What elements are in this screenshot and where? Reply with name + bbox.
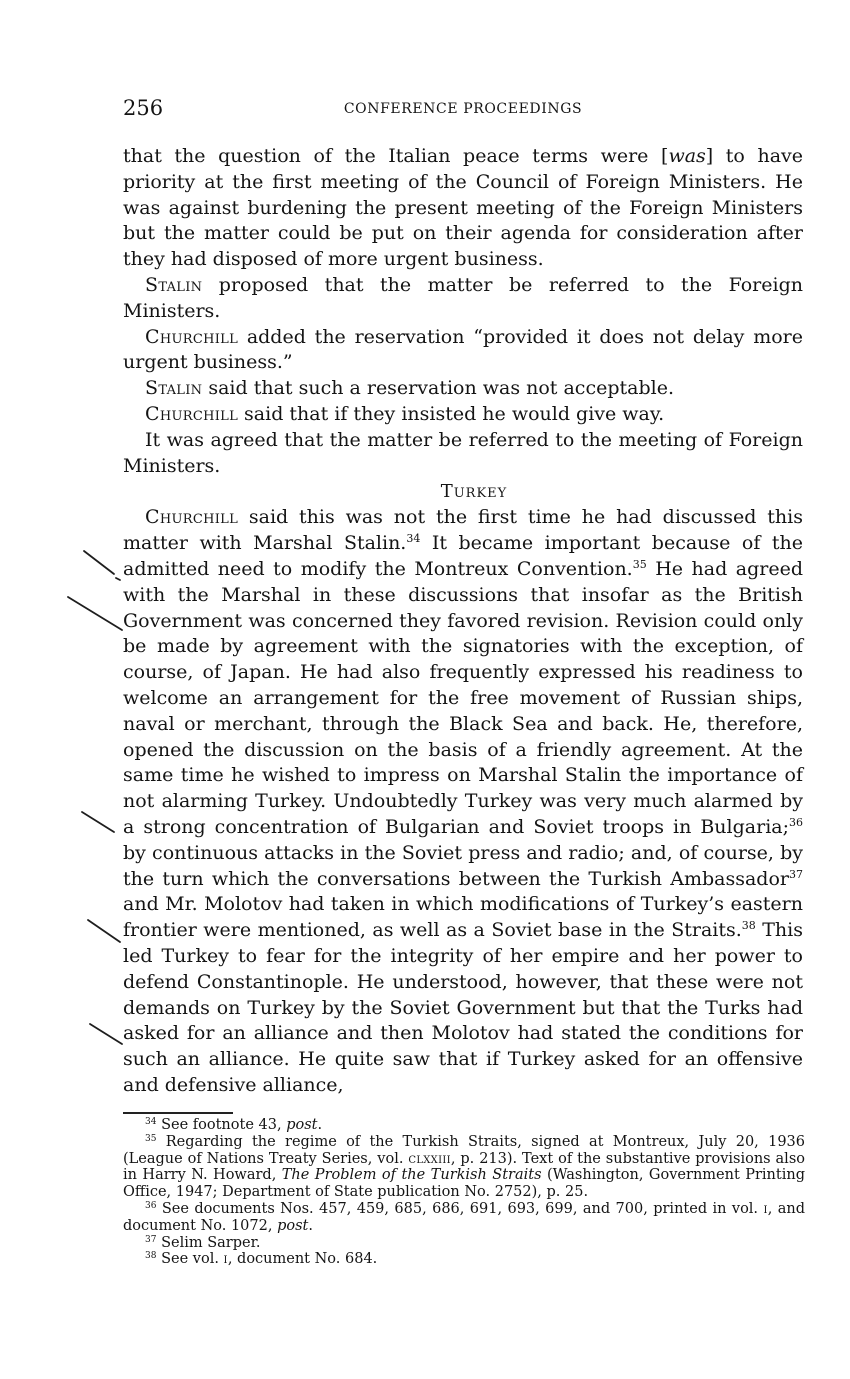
text-segment: said that such a reservation was not acceptable. (202, 377, 674, 400)
footnote-ref[interactable]: 38 (741, 919, 756, 933)
volume-number: i (223, 1251, 228, 1268)
text-segment: See documents Nos. 457, 459, 685, 686, 691, 693, 699, and 700, printed in vol. (161, 1200, 764, 1217)
paragraph-stalin-rejection (123, 376, 803, 402)
paragraph-churchill-reservation (123, 325, 803, 377)
text-segment: that the question of the Italian peace terms were [ (123, 145, 669, 167)
footnote-38 (123, 1251, 805, 1268)
text-segment: added the reservation “provided it does not delay more urgent business.” (123, 325, 803, 374)
text-segment: post (286, 1117, 318, 1133)
footnote-34 (123, 1117, 805, 1134)
margin-pen-stroke (68, 597, 122, 630)
margin-pen-stroke (88, 920, 120, 942)
text-segment: Selim Sarper. (161, 1234, 261, 1251)
text-segment: See footnote 43, (161, 1117, 287, 1133)
volume-number: clxxiii (408, 1150, 451, 1167)
footnote-divider (123, 1112, 233, 1114)
speaker-name: Stalin (145, 273, 203, 296)
text-segment: , document No. 684. (227, 1251, 378, 1268)
margin-pen-stroke (116, 578, 120, 580)
book-title: The Problem of the Turkish Straits (281, 1167, 542, 1184)
text-segment: See vol. (161, 1251, 224, 1268)
text-segment: post (277, 1217, 309, 1234)
footnote-37 (123, 1235, 805, 1252)
text-segment: He had agreed with the Marshal in these discussions that insofar as the British Government was concerned they favored revision. Revision could only be made by agreement with the signatories with the exception, of course, of Japan. He had also frequently expressed his readiness to welcome an arrangement for the free movement of Russian ships, naval or merchant, through the Black Sea and back. He, therefore, opened the discussion on the basis of a friendly agreement. At the same time he wished to impress on Marshal Stalin the importance of not alarming Turkey. Undoubtedly Turkey was very much alarmed by a strong concentration of Bulgarian and Soviet troops in Bulgaria; (123, 557, 803, 838)
footnote-ref[interactable]: 36 (789, 815, 803, 829)
margin-pen-stroke (82, 812, 114, 832)
footnote-number: 37 (145, 1234, 157, 1245)
text-segment: (Washington, Government Printing Office, 1947; Department of State publication No. 2752), p. 25. (123, 1167, 805, 1201)
paragraph-churchill-concession (123, 402, 803, 428)
section-title: Turkey (440, 481, 508, 503)
running-head: CONFERENCE PROCEEDINGS (343, 101, 583, 117)
page-number: 256 (123, 96, 164, 120)
volume-number: i (763, 1200, 768, 1217)
footnote-ref[interactable]: 34 (406, 532, 421, 546)
page-header (123, 95, 803, 123)
footnote-number: 38 (145, 1251, 157, 1262)
text-segment: and Mr. Molotov had taken in which modifications of Turkey’s eastern frontier were mentioned, as well as a Soviet base in the Straits. (123, 893, 803, 942)
paragraph-agreement: It was agreed that the matter be referred to the meeting of Foreign Ministers. (123, 428, 803, 477)
text-segment: , and document No. 1072, (123, 1200, 805, 1234)
text-segment: by continuous attacks in the Soviet press and radio; and, of course, by the turn which the conversations between the Turkish Ambassador (123, 841, 803, 890)
text-segment: said that if they insisted he would give way. (238, 402, 665, 425)
editorial-insertion: was (668, 145, 706, 167)
footnotes (123, 1117, 805, 1268)
text-segment: . (317, 1117, 323, 1133)
body-text (123, 144, 803, 1099)
text-segment: . (308, 1217, 313, 1234)
text-segment: proposed that the matter be referred to the Foreign Ministers. (123, 273, 803, 322)
footnote-ref[interactable]: 37 (789, 867, 803, 881)
footnote-number: 36 (145, 1200, 157, 1211)
margin-pen-stroke (90, 1024, 122, 1044)
paragraph-turkey-discussion (123, 505, 803, 1098)
text-segment: , p. 213). Text of the substantive provisions also in Harry N. Howard, (123, 1150, 805, 1184)
text-segment: This led Turkey to fear for the integrity of her empire and her power to defend Constantinople. He understood, however, that these were not demands on Turkey by the Soviet Government but that the Turks had asked for an alliance and then Molotov had stated the conditions for such an alliance. He quite saw that if Turkey asked for an offensive and defensive alliance, (123, 919, 803, 1096)
text-segment: ] to have priority at the first meeting of the Council of Foreign Ministers. He was against burdening the present meeting of the Foreign Ministers but the matter could be put on their agenda for consideration after they had disposed of more urgent business. (123, 145, 803, 271)
footnote-36 (123, 1201, 805, 1235)
footnote-ref[interactable]: 35 (632, 557, 647, 571)
text-segment: It became important because of the admitted need to modify the Montreux Convention. (123, 532, 804, 580)
margin-pen-stroke (84, 551, 114, 574)
speaker-name: Stalin (145, 377, 203, 400)
speaker-name: Churchill (145, 325, 239, 348)
text-segment: Regarding the regime of the Turkish Straits, signed at Montreux, July 20, 1936 (League of Nations Treaty Series, vol. (123, 1133, 805, 1167)
speaker-name: Churchill (145, 402, 239, 425)
footnote-number: 34 (145, 1117, 157, 1127)
footnote-35 (123, 1134, 805, 1201)
paragraph-continuation (123, 144, 803, 273)
text-segment: said this was not the first time he had discussed this matter with Marshal Stalin. (123, 506, 803, 555)
paragraph-stalin-proposal (123, 273, 803, 325)
footnote-number: 35 (145, 1133, 157, 1144)
speaker-name: Churchill (145, 506, 239, 529)
